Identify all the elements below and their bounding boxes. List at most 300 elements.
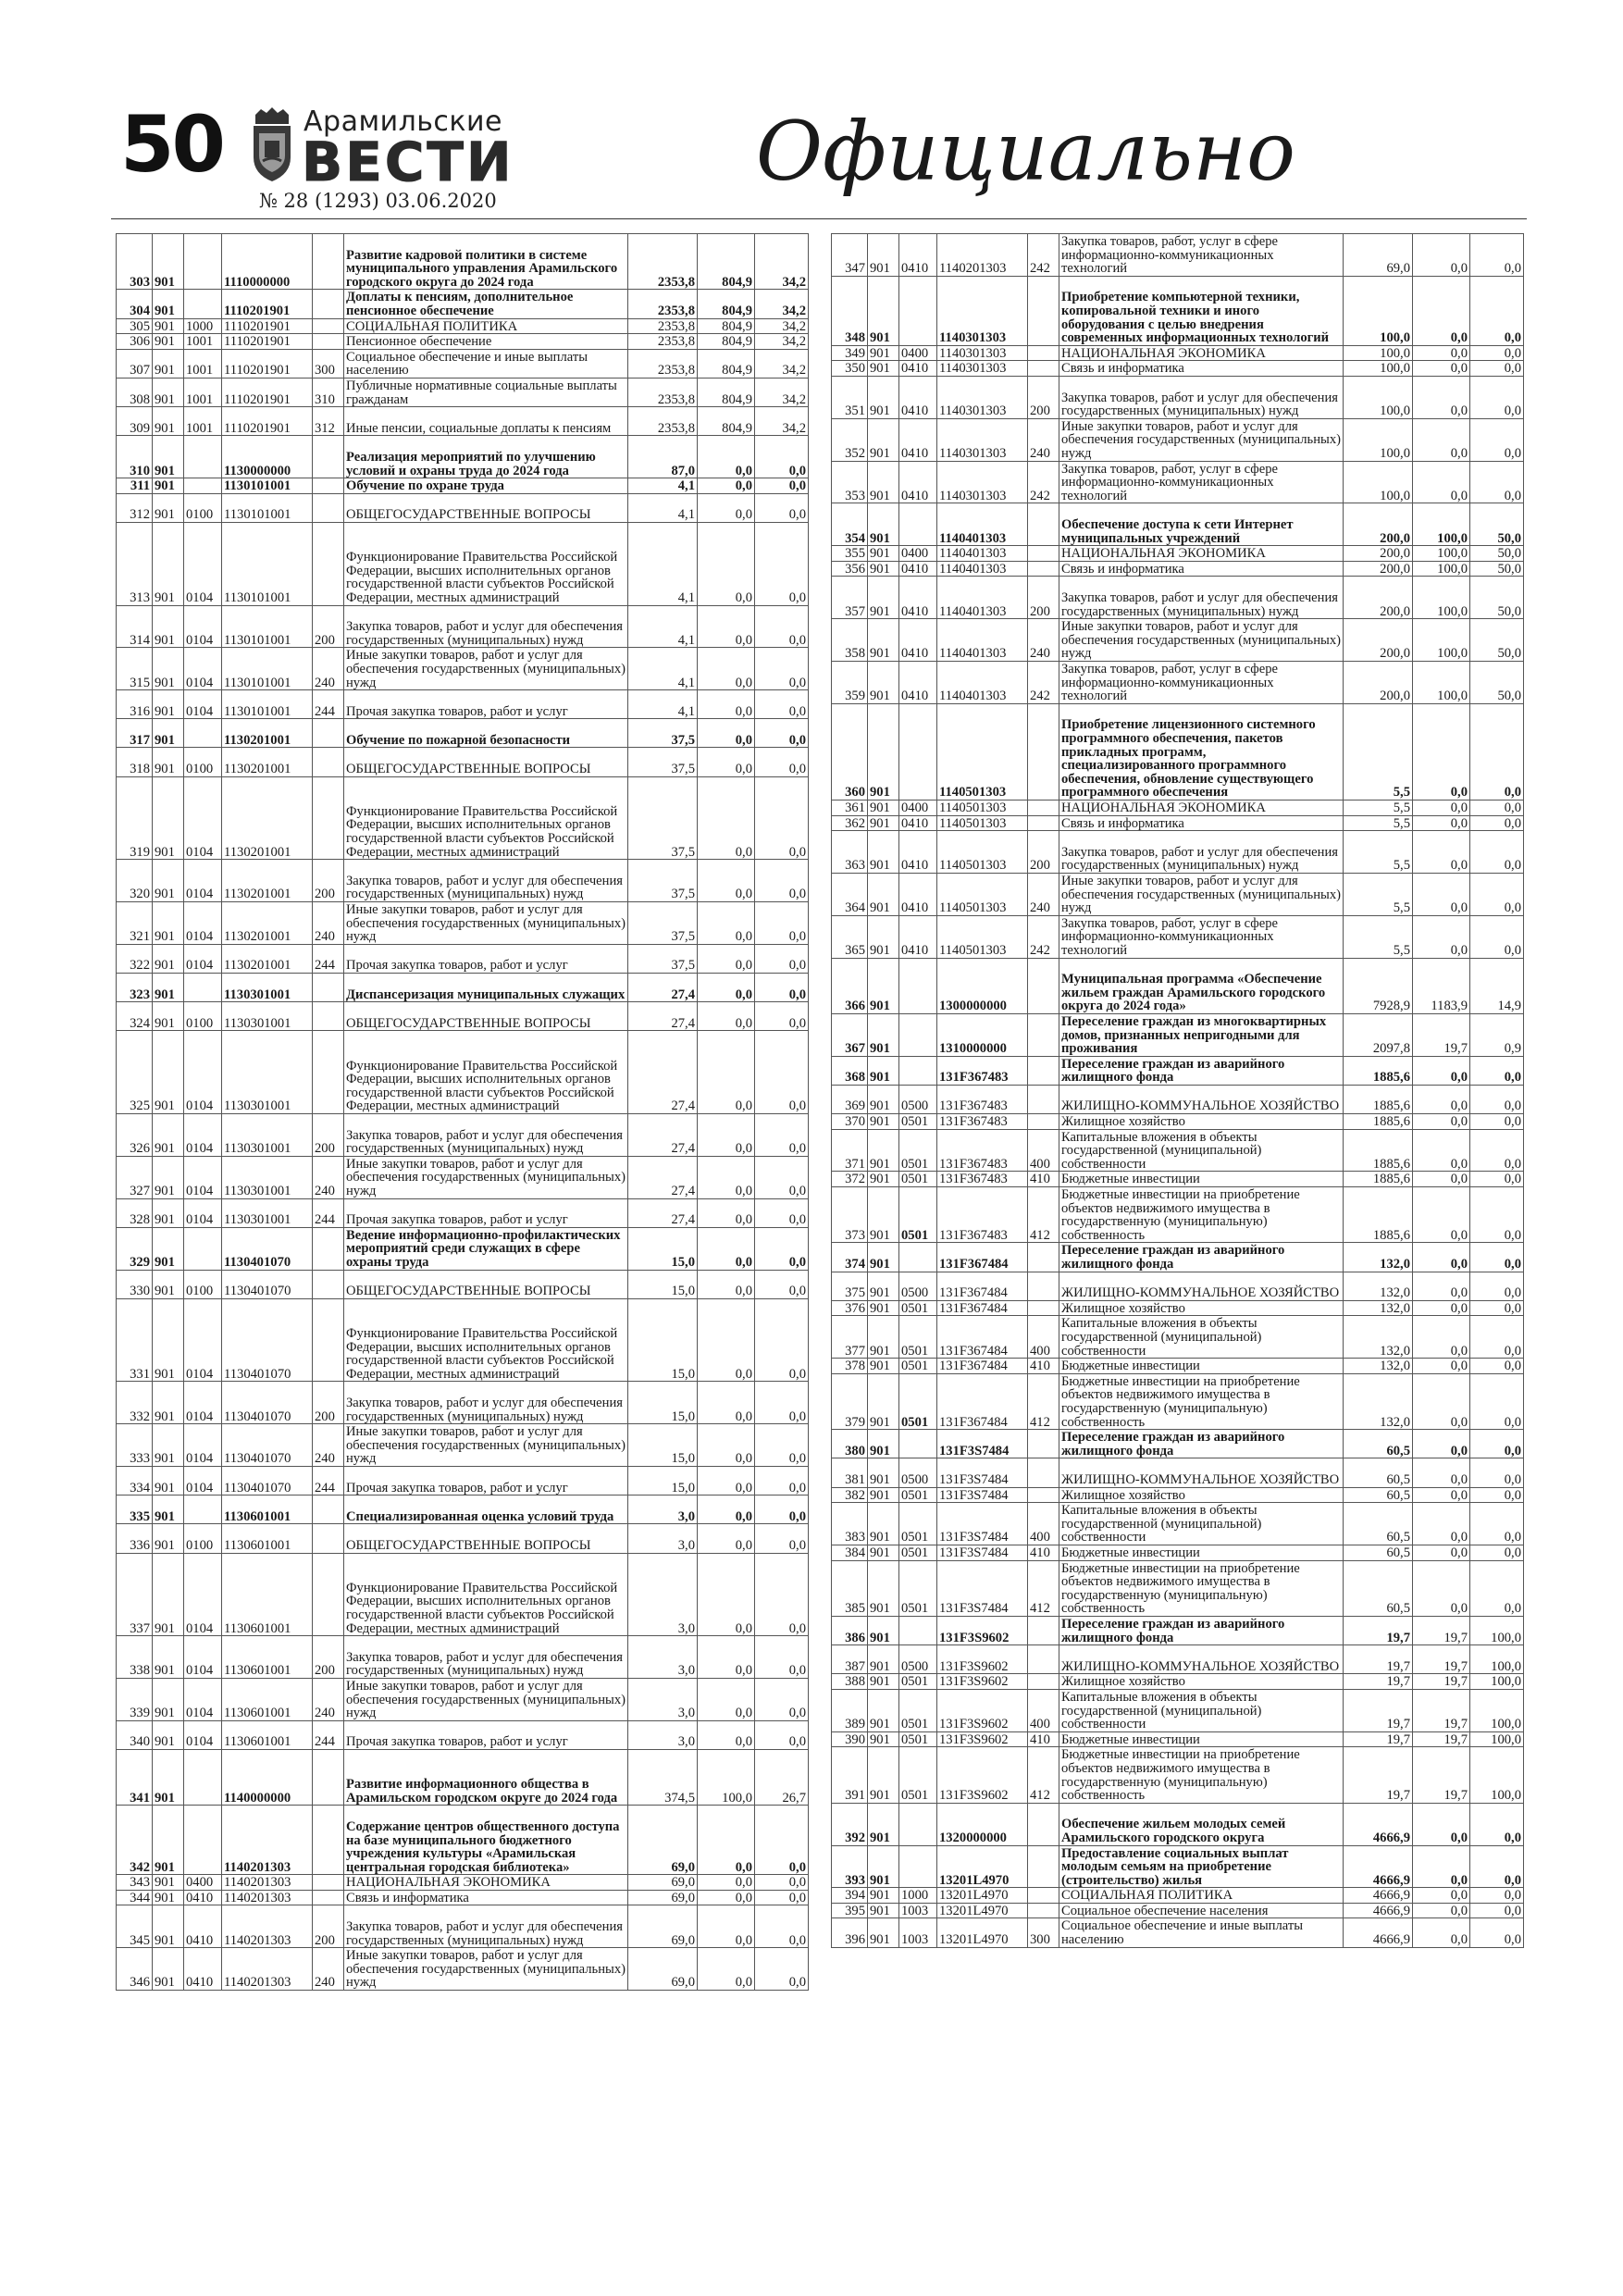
expense-type-code (313, 1227, 344, 1270)
item-name: ОБЩЕГОСУДАРСТВЕННЫЕ ВОПРОСЫ (344, 1524, 628, 1553)
execution-percent: 0,0 (1470, 345, 1524, 361)
item-name: Обучение по охране труда (344, 478, 628, 494)
execution-percent: 0,0 (755, 1466, 809, 1495)
execution-percent: 34,2 (755, 349, 809, 378)
execution-percent: 0,0 (1470, 1903, 1524, 1918)
target-article-code: 1130101001 (222, 522, 313, 605)
section-code: 0501 (899, 1487, 937, 1503)
execution-percent: 0,0 (1470, 1845, 1524, 1888)
admin-code: 901 (868, 1458, 899, 1487)
admin-code: 901 (868, 1013, 899, 1056)
admin-code: 901 (868, 503, 899, 546)
planned-amount: 3,0 (628, 1720, 698, 1749)
section-code: 0104 (184, 902, 222, 945)
target-article-code: 1130401070 (222, 1382, 313, 1424)
target-article-code: 131F3S7484 (937, 1560, 1028, 1616)
section-code: 0104 (184, 648, 222, 690)
execution-percent: 100,0 (1470, 1731, 1524, 1747)
planned-amount: 132,0 (1344, 1272, 1413, 1300)
execution-percent: 0,0 (755, 1002, 809, 1031)
item-name: Прочая закупка товаров, работ и услуг (344, 1466, 628, 1495)
execution-percent: 0,0 (1470, 1359, 1524, 1374)
row-number: 322 (117, 944, 153, 973)
section-code (184, 1806, 222, 1875)
item-name: Иные закупки товаров, работ и услуг для обеспечения государственных (муниципальных) нужд (344, 1156, 628, 1198)
section-code: 1001 (184, 378, 222, 406)
execution-percent: 0,0 (1470, 1803, 1524, 1845)
admin-code: 901 (153, 860, 184, 902)
execution-percent: 0,0 (1470, 815, 1524, 831)
table-row (117, 1198, 809, 1227)
expense-type-code (1028, 1272, 1059, 1300)
execution-percent: 0,0 (1470, 1487, 1524, 1503)
executed-amount: 0,0 (1413, 1129, 1470, 1172)
section-code (184, 234, 222, 290)
table-row (832, 1114, 1524, 1130)
section-code: 0104 (184, 944, 222, 973)
planned-amount: 200,0 (1344, 619, 1413, 662)
row-number: 338 (117, 1636, 153, 1679)
execution-percent: 0,0 (755, 1890, 809, 1905)
planned-amount: 27,4 (628, 1198, 698, 1227)
executed-amount: 0,0 (698, 1031, 755, 1114)
section-code (899, 1013, 937, 1056)
row-number: 353 (832, 461, 868, 503)
executed-amount: 0,0 (698, 522, 755, 605)
section-code (184, 436, 222, 478)
item-name: Развитие кадровой политики в системе муниципального управления Арамильского городского округа до 2024 года (344, 234, 628, 290)
executed-amount: 0,0 (1413, 1056, 1470, 1085)
admin-code: 901 (868, 1085, 899, 1113)
execution-percent: 0,0 (1470, 1545, 1524, 1560)
expense-type-code: 240 (313, 1156, 344, 1198)
execution-percent: 0,0 (755, 605, 809, 648)
row-number: 309 (117, 407, 153, 436)
planned-amount: 5,5 (1344, 915, 1413, 958)
execution-percent: 0,0 (755, 974, 809, 1002)
expense-type-code (1028, 345, 1059, 361)
target-article-code: 1320000000 (937, 1803, 1028, 1845)
section-code: 0501 (899, 1300, 937, 1316)
expense-type-code: 300 (1028, 1918, 1059, 1947)
admin-code: 901 (153, 378, 184, 406)
section-code: 0104 (184, 1678, 222, 1720)
item-name: Закупка товаров, работ и услуг для обеспечения государственных (муниципальных) нужд (1059, 831, 1344, 874)
execution-percent: 0,0 (755, 1198, 809, 1227)
expense-type-code (313, 290, 344, 318)
item-name: Обучение по пожарной безопасности (344, 719, 628, 748)
item-name: НАЦИОНАЛЬНАЯ ЭКОНОМИКА (1059, 345, 1344, 361)
planned-amount: 5,5 (1344, 815, 1413, 831)
target-article-code: 1140501303 (937, 800, 1028, 815)
item-name: Переселение граждан из аварийного жилищного фонда (1059, 1056, 1344, 1085)
admin-code: 901 (868, 1272, 899, 1300)
planned-amount: 60,5 (1344, 1545, 1413, 1560)
item-name: Иные закупки товаров, работ и услуг для обеспечения государственных (муниципальных) нужд (1059, 619, 1344, 662)
planned-amount: 4666,9 (1344, 1918, 1413, 1947)
executed-amount: 100,0 (1413, 661, 1470, 703)
target-article-code: 131F3S9602 (937, 1747, 1028, 1803)
planned-amount: 5,5 (1344, 831, 1413, 874)
expense-type-code: 240 (313, 648, 344, 690)
item-name: ЖИЛИЩНО-КОММУНАЛЬНОЕ ХОЗЯЙСТВО (1059, 1645, 1344, 1674)
table-row (117, 1227, 809, 1270)
table-row (832, 1731, 1524, 1747)
admin-code: 901 (868, 345, 899, 361)
executed-amount: 0,0 (698, 1875, 755, 1891)
execution-percent: 0,0 (755, 1298, 809, 1382)
execution-percent: 0,0 (1470, 1458, 1524, 1487)
expense-type-code: 410 (1028, 1172, 1059, 1187)
execution-percent: 0,0 (755, 1382, 809, 1424)
expense-type-code (1028, 1243, 1059, 1272)
planned-amount: 3,0 (628, 1524, 698, 1553)
planned-amount: 1885,6 (1344, 1114, 1413, 1130)
row-number: 388 (832, 1674, 868, 1690)
executed-amount: 0,0 (698, 1156, 755, 1198)
admin-code: 901 (153, 902, 184, 945)
table-row (832, 958, 1524, 1013)
execution-percent: 34,2 (755, 378, 809, 406)
table-row (832, 461, 1524, 503)
admin-code: 901 (868, 577, 899, 619)
execution-percent: 0,0 (1470, 1114, 1524, 1130)
admin-code: 901 (153, 1002, 184, 1031)
table-row (832, 1085, 1524, 1113)
executed-amount: 0,0 (698, 1806, 755, 1875)
execution-percent: 0,0 (1470, 1129, 1524, 1172)
row-number: 394 (832, 1888, 868, 1904)
executed-amount: 0,0 (1413, 1918, 1470, 1947)
table-row (117, 1875, 809, 1891)
executed-amount: 0,0 (698, 1678, 755, 1720)
item-name: Закупка товаров, работ и услуг для обеспечения государственных (муниципальных) нужд (344, 1636, 628, 1679)
execution-percent: 0,0 (1470, 461, 1524, 503)
table-row (117, 1524, 809, 1553)
table-row (832, 276, 1524, 345)
executed-amount: 0,0 (698, 1466, 755, 1495)
admin-code: 901 (868, 1903, 899, 1918)
expense-type-code: 412 (1028, 1187, 1059, 1243)
section-code: 0100 (184, 748, 222, 776)
table-row (117, 902, 809, 945)
admin-code: 901 (153, 748, 184, 776)
executed-amount: 0,0 (698, 1198, 755, 1227)
expense-type-code (313, 478, 344, 494)
section-code: 0501 (899, 1172, 937, 1187)
table-row (832, 1272, 1524, 1300)
item-name: Функционирование Правительства Российской Федерации, высших исполнительных органов государственной власти субъектов Российской Федерации, местных администраций (344, 776, 628, 860)
execution-percent: 34,2 (755, 334, 809, 350)
planned-amount: 2353,8 (628, 349, 698, 378)
item-name: Функционирование Правительства Российской Федерации, высших исполнительных органов государственной власти субъектов Российской Федерации, местных администраций (344, 522, 628, 605)
item-name: Иные закупки товаров, работ и услуг для обеспечения государственных (муниципальных) нужд (344, 1948, 628, 1991)
item-name: Бюджетные инвестиции на приобретение объектов недвижимого имущества в государственную (муниципальную) собственность (1059, 1747, 1344, 1803)
item-name: Закупка товаров, работ и услуг для обеспечения государственных (муниципальных) нужд (1059, 376, 1344, 418)
planned-amount: 200,0 (1344, 661, 1413, 703)
planned-amount: 200,0 (1344, 503, 1413, 546)
section-code: 0501 (899, 1747, 937, 1803)
expense-type-code: 410 (1028, 1731, 1059, 1747)
item-name: Обеспечение доступа к сети Интернет муниципальных учреждений (1059, 503, 1344, 546)
table-row (832, 503, 1524, 546)
admin-code: 901 (868, 915, 899, 958)
item-name: Закупка товаров, работ, услуг в сфере информационно-коммуникационных технологий (1059, 461, 1344, 503)
table-row (117, 974, 809, 1002)
item-name: Приобретение лицензионного системного программного обеспечения, пакетов прикладных программ, специализированного программного обеспечения, обновление существующего программного обеспечения (1059, 703, 1344, 800)
section-code: 0410 (899, 815, 937, 831)
expense-type-code: 200 (313, 860, 344, 902)
expense-type-code: 240 (313, 1424, 344, 1467)
executed-amount: 0,0 (698, 974, 755, 1002)
planned-amount: 37,5 (628, 944, 698, 973)
table-row (832, 1803, 1524, 1845)
executed-amount: 0,0 (698, 1227, 755, 1270)
section-code: 0400 (184, 1875, 222, 1891)
row-number: 393 (832, 1845, 868, 1888)
row-number: 366 (832, 958, 868, 1013)
section-code: 0501 (899, 1545, 937, 1560)
execution-percent: 0,0 (755, 1636, 809, 1679)
table-row (832, 1616, 1524, 1644)
executed-amount: 1183,9 (1413, 958, 1470, 1013)
execution-percent: 34,2 (755, 234, 809, 290)
section-code: 1000 (184, 318, 222, 334)
expense-type-code: 410 (1028, 1545, 1059, 1560)
target-article-code: 1110201901 (222, 290, 313, 318)
executed-amount: 0,0 (698, 1382, 755, 1424)
executed-amount: 804,9 (698, 407, 755, 436)
admin-code: 901 (868, 1747, 899, 1803)
row-number: 340 (117, 1720, 153, 1749)
item-name: Иные закупки товаров, работ и услуг для обеспечения государственных (муниципальных) нужд (344, 648, 628, 690)
executed-amount: 0,0 (1413, 1272, 1470, 1300)
item-name: Бюджетные инвестиции (1059, 1172, 1344, 1187)
item-name: Муниципальная программа «Обеспечение жильем граждан Арамильского городского округа до 2024 года» (1059, 958, 1344, 1013)
target-article-code: 1140501303 (937, 703, 1028, 800)
target-article-code: 131F3S7484 (937, 1487, 1028, 1503)
row-number: 371 (832, 1129, 868, 1172)
admin-code: 901 (153, 1948, 184, 1991)
execution-percent: 0,0 (1470, 361, 1524, 377)
row-number: 384 (832, 1545, 868, 1560)
section-code: 0104 (184, 1720, 222, 1749)
item-name: Бюджетные инвестиции (1059, 1731, 1344, 1747)
table-row (117, 1031, 809, 1114)
planned-amount: 69,0 (628, 1890, 698, 1905)
row-number: 342 (117, 1806, 153, 1875)
item-name: Связь и информатика (1059, 561, 1344, 577)
admin-code: 901 (153, 1424, 184, 1467)
section-code (899, 958, 937, 1013)
target-article-code: 131F3S7484 (937, 1458, 1028, 1487)
expense-type-code (313, 1553, 344, 1636)
executed-amount: 0,0 (698, 1524, 755, 1553)
target-article-code: 131F3S7484 (937, 1503, 1028, 1545)
target-article-code: 131F367483 (937, 1129, 1028, 1172)
item-name: ЖИЛИЩНО-КОММУНАЛЬНОЕ ХОЗЯЙСТВО (1059, 1272, 1344, 1300)
expense-type-code (1028, 1845, 1059, 1888)
execution-percent: 0,0 (755, 748, 809, 776)
row-number: 352 (832, 418, 868, 461)
executed-amount: 100,0 (698, 1749, 755, 1805)
brand-name-top: Арамильские (304, 105, 503, 138)
executed-amount: 804,9 (698, 349, 755, 378)
row-number: 319 (117, 776, 153, 860)
row-number: 359 (832, 661, 868, 703)
expense-type-code (1028, 1300, 1059, 1316)
row-number: 345 (117, 1905, 153, 1948)
table-row (117, 1466, 809, 1495)
item-name: Публичные нормативные социальные выплаты гражданам (344, 378, 628, 406)
planned-amount: 4,1 (628, 522, 698, 605)
executed-amount: 0,0 (1413, 1114, 1470, 1130)
item-name: Закупка товаров, работ и услуг для обеспечения государственных (муниципальных) нужд (344, 860, 628, 902)
target-article-code: 1130401070 (222, 1298, 313, 1382)
executed-amount: 0,0 (1413, 1316, 1470, 1359)
executed-amount: 0,0 (698, 605, 755, 648)
admin-code: 901 (153, 522, 184, 605)
planned-amount: 4,1 (628, 648, 698, 690)
row-number: 354 (832, 503, 868, 546)
section-code: 0104 (184, 1424, 222, 1467)
target-article-code: 1130401070 (222, 1424, 313, 1467)
admin-code: 901 (868, 800, 899, 815)
executed-amount: 804,9 (698, 318, 755, 334)
planned-amount: 2097,8 (1344, 1013, 1413, 1056)
executed-amount: 100,0 (1413, 561, 1470, 577)
section-code (899, 503, 937, 546)
section-code: 0500 (899, 1645, 937, 1674)
planned-amount: 2353,8 (628, 334, 698, 350)
executed-amount: 0,0 (1413, 1300, 1470, 1316)
item-name: Бюджетные инвестиции на приобретение объектов недвижимого имущества в государственную (муниципальную) собственность (1059, 1187, 1344, 1243)
executed-amount: 0,0 (1413, 1373, 1470, 1429)
expense-type-code (1028, 703, 1059, 800)
execution-percent: 0,0 (1470, 1888, 1524, 1904)
row-number: 360 (832, 703, 868, 800)
executed-amount: 804,9 (698, 334, 755, 350)
planned-amount: 19,7 (1344, 1747, 1413, 1803)
item-name: НАЦИОНАЛЬНАЯ ЭКОНОМИКА (1059, 800, 1344, 815)
target-article-code: 1140501303 (937, 831, 1028, 874)
execution-percent: 0,0 (755, 1270, 809, 1298)
section-code: 1001 (184, 349, 222, 378)
expense-type-code (1028, 276, 1059, 345)
planned-amount: 374,5 (628, 1749, 698, 1805)
row-number: 336 (117, 1524, 153, 1553)
expense-type-code (313, 974, 344, 1002)
expense-type-code (313, 1002, 344, 1031)
execution-percent: 50,0 (1470, 503, 1524, 546)
section-code: 0501 (899, 1359, 937, 1374)
row-number: 365 (832, 915, 868, 958)
table-row (117, 1890, 809, 1905)
admin-code: 901 (153, 690, 184, 719)
planned-amount: 69,0 (628, 1948, 698, 1991)
section-code (899, 1616, 937, 1644)
item-name: Капитальные вложения в объекты государственной (муниципальной) собственности (1059, 1316, 1344, 1359)
section-code: 0410 (899, 577, 937, 619)
table-row (832, 703, 1524, 800)
executed-amount: 0,0 (1413, 1888, 1470, 1904)
admin-code: 901 (868, 1918, 899, 1947)
admin-code: 901 (868, 418, 899, 461)
row-number: 387 (832, 1645, 868, 1674)
executed-amount: 0,0 (1413, 703, 1470, 800)
admin-code: 901 (153, 1114, 184, 1157)
item-name: ОБЩЕГОСУДАРСТВЕННЫЕ ВОПРОСЫ (344, 1002, 628, 1031)
execution-percent: 0,0 (755, 1424, 809, 1467)
row-number: 316 (117, 690, 153, 719)
expense-type-code (313, 1524, 344, 1553)
item-name: Закупка товаров, работ, услуг в сфере информационно-коммуникационных технологий (1059, 915, 1344, 958)
expense-type-code (1028, 958, 1059, 1013)
item-name: ОБЩЕГОСУДАРСТВЕННЫЕ ВОПРОСЫ (344, 1270, 628, 1298)
row-number: 343 (117, 1875, 153, 1891)
expense-type-code (1028, 561, 1059, 577)
row-number: 379 (832, 1373, 868, 1429)
execution-percent: 0,0 (755, 944, 809, 973)
expense-type-code (313, 1806, 344, 1875)
item-name: Связь и информатика (344, 1890, 628, 1905)
row-number: 327 (117, 1156, 153, 1198)
expense-type-code: 410 (1028, 1359, 1059, 1374)
expense-type-code: 312 (313, 407, 344, 436)
table-row (117, 1678, 809, 1720)
table-row (832, 1430, 1524, 1458)
section-code: 0104 (184, 1382, 222, 1424)
target-article-code: 1140401303 (937, 661, 1028, 703)
table-row (832, 619, 1524, 662)
planned-amount: 1885,6 (1344, 1187, 1413, 1243)
section-title: Официально (755, 104, 1295, 199)
target-article-code: 131F3S9602 (937, 1616, 1028, 1644)
row-number: 392 (832, 1803, 868, 1845)
table-body-left (117, 234, 809, 1991)
section-code: 0410 (184, 1905, 222, 1948)
expense-type-code (313, 1749, 344, 1805)
item-name: Социальное обеспечение и иные выплаты населению (1059, 1918, 1344, 1947)
section-code: 0410 (899, 361, 937, 377)
execution-percent: 0,0 (755, 1875, 809, 1891)
executed-amount: 0,0 (698, 902, 755, 945)
expense-type-code: 300 (313, 349, 344, 378)
executed-amount: 804,9 (698, 290, 755, 318)
row-number: 356 (832, 561, 868, 577)
executed-amount: 0,0 (698, 719, 755, 748)
table-row (117, 493, 809, 522)
table-row (117, 605, 809, 648)
row-number: 367 (832, 1013, 868, 1056)
table-row (117, 1806, 809, 1875)
item-name: Реализация мероприятий по улучшению условий и охраны труда до 2024 года (344, 436, 628, 478)
row-number: 314 (117, 605, 153, 648)
planned-amount: 132,0 (1344, 1359, 1413, 1374)
executed-amount: 0,0 (1413, 800, 1470, 815)
table-row (117, 690, 809, 719)
admin-code: 901 (868, 376, 899, 418)
row-number: 335 (117, 1496, 153, 1524)
execution-percent: 0,0 (1470, 1272, 1524, 1300)
planned-amount: 60,5 (1344, 1430, 1413, 1458)
item-name: НАЦИОНАЛЬНАЯ ЭКОНОМИКА (344, 1875, 628, 1891)
executed-amount: 100,0 (1413, 619, 1470, 662)
planned-amount: 19,7 (1344, 1689, 1413, 1731)
table-row (117, 522, 809, 605)
target-article-code: 131F367484 (937, 1300, 1028, 1316)
planned-amount: 1885,6 (1344, 1172, 1413, 1187)
